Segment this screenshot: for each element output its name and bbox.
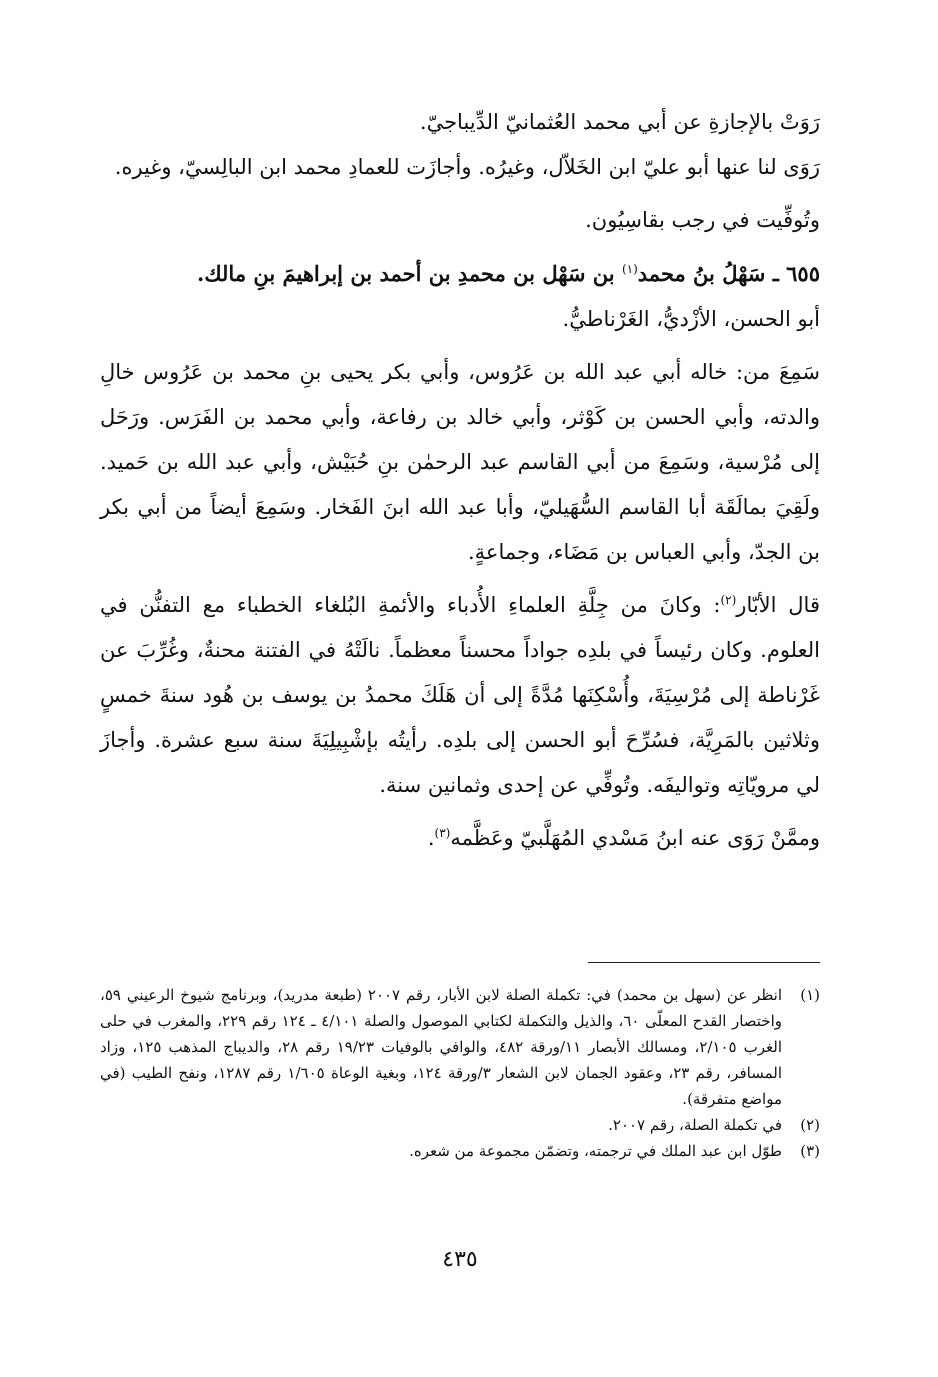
entry-kunya: أبو الحسن، الأزْديُّ، الغَرْناطيُّ. bbox=[562, 307, 820, 331]
paragraph-abbar-quote bbox=[100, 583, 820, 808]
footnotes bbox=[100, 982, 820, 1164]
entry-heading bbox=[100, 251, 820, 297]
paragraph-teachers: سَمِعَ من: خاله أبي عبد الله بن عَرُوس، وأبي بكر يحيى بنِ محمد بن عَرُوس خالِ والدته، وأبي الحسن بن كَوْثر، وأبي خالد بن رفاعة، وأبي محمد بن الفَرَس. ورَحَل إلى مُرْسية، وسَمِعَ من أبي القاسم عبد الرحمٰن بنِ حُبَيْش، وأبي عبد الله بن حَميد. ولَقِيَ بمالَقَة أبا القاسم السُّهَيليّ، وأبا عبد الله ابنَ الفَخار. وسَمِعَ أيضاً من أبي بكر بن الجدّ، وأبي العباس بن مَضَاء، وجماعةٍ. bbox=[100, 360, 820, 564]
paragraph-narrators: رَوَى لنا عنها أبو عليّ ابن الخَلاّل، وغيرُه. وأجازَت للعمادِ محمد ابن البالِسيّ، وغيره. bbox=[114, 155, 820, 179]
footnote-text bbox=[100, 982, 782, 1112]
entry-number-name: ٦٥٥ ـ سَهْلُ بنُ محمد bbox=[637, 261, 820, 286]
footnote-lead: انظر عن (سهل بن محمد) في: bbox=[580, 986, 782, 1004]
footnote-ref-3: (٣) bbox=[434, 826, 451, 840]
footnote-divider bbox=[588, 962, 820, 963]
entry-lineage: بن سَهْل بن محمدِ بن أحمد بن إبراهيمَ بنِ مالك. bbox=[197, 261, 622, 286]
footnote-1 bbox=[100, 982, 820, 1112]
paragraph-death: وتُوفِّيت في رجب بقاسِيُون. bbox=[585, 208, 820, 232]
book-page bbox=[100, 100, 820, 1272]
students-end: . bbox=[427, 826, 435, 850]
footnote-number: (١) bbox=[800, 986, 820, 1004]
students-text: وممَّنْ رَوَى عنه ابنُ مَسْدي المُهَلَّبيّ وعَظَّمه bbox=[450, 826, 820, 850]
footnote-ref-1: (١) bbox=[621, 262, 638, 276]
footnote-2 bbox=[100, 1112, 820, 1138]
footnote-number: (٢) bbox=[800, 1116, 820, 1134]
page-number: ٤٣٥ bbox=[442, 1247, 478, 1272]
footnote-number: (٣) bbox=[800, 1142, 820, 1160]
paragraph-students bbox=[100, 816, 820, 861]
main-text bbox=[100, 100, 820, 861]
quote-body: : وكانَ من جِلَّةِ العلماءِ الأُدباء والأئمةِ البُلغاء الخطباء مع التفنُّن في العلوم. وكان رئيساً في بلدِه جواداً محسناً معظماً. نالَتْهُ في الفتنة محنةٌ، وغُرِّبَ عن غَرْناطة إلى مُرْسِيَةَ، وأُسْكِنَها مُدَّةً إلى أن هَلَكَ محمدُ بن يوسف بن هُود سنةَ خمسٍ وثلاثين بالمَرِيَّة، فسُرِّحَ أبو الحسن إلى بلدِه. رأيتُه بإشْبِيلِيَةَ سنة سبع عشرة. وأجازَ لي مرويّاتِه وتواليفَه. وتُوفِّي عن إحدى وثمانين سنة. bbox=[100, 593, 820, 797]
footnote-text: طوّل ابن عبد الملك في ترجمته، وتضمّن مجموعة من شعره. bbox=[409, 1142, 782, 1160]
footnote-text: في تكملة الصلة، رقم ٢٠٠٧. bbox=[608, 1116, 782, 1134]
footnote-3 bbox=[100, 1138, 820, 1164]
footnote-body: تكملة الصلة لابن الأبار، رقم ٢٠٠٧ (طبعة مدريد)، وبرنامج شيوخ الرعيني ٥٩، واختصار القدح المعلّى ٦٠، والذيل والتكملة لكتابي الموصول والصلة ٤/١٠١ ـ ١٢٤ رقم ٢٢٩، والمغرب في حلى الغرب ٢/١٠٥، ومسالك الأبصار ١١/ورقة ٤٨٢، والوافي بالوفيات ١٩/٢٣ رقم ٢٨، والديباج المذهب ١٢٥، وزاد المسافر، رقم ٢٣، وعقود الجمان لابن الشعار ٣/ورقة ١٢٤، وبغية الوعاة ١/٦٠٥ رقم ١٢٨٧، ونفح الطيب (في مواضع متفرقة). bbox=[100, 986, 783, 1108]
footnote-ref-2: (٢) bbox=[720, 593, 737, 607]
paragraph-riwaya: رَوَتْ بالإجازةِ عن أبي محمد العُثمانيّ الدِّيباجيّ. bbox=[419, 110, 820, 134]
quote-lead: قال الأبّار bbox=[736, 593, 820, 617]
